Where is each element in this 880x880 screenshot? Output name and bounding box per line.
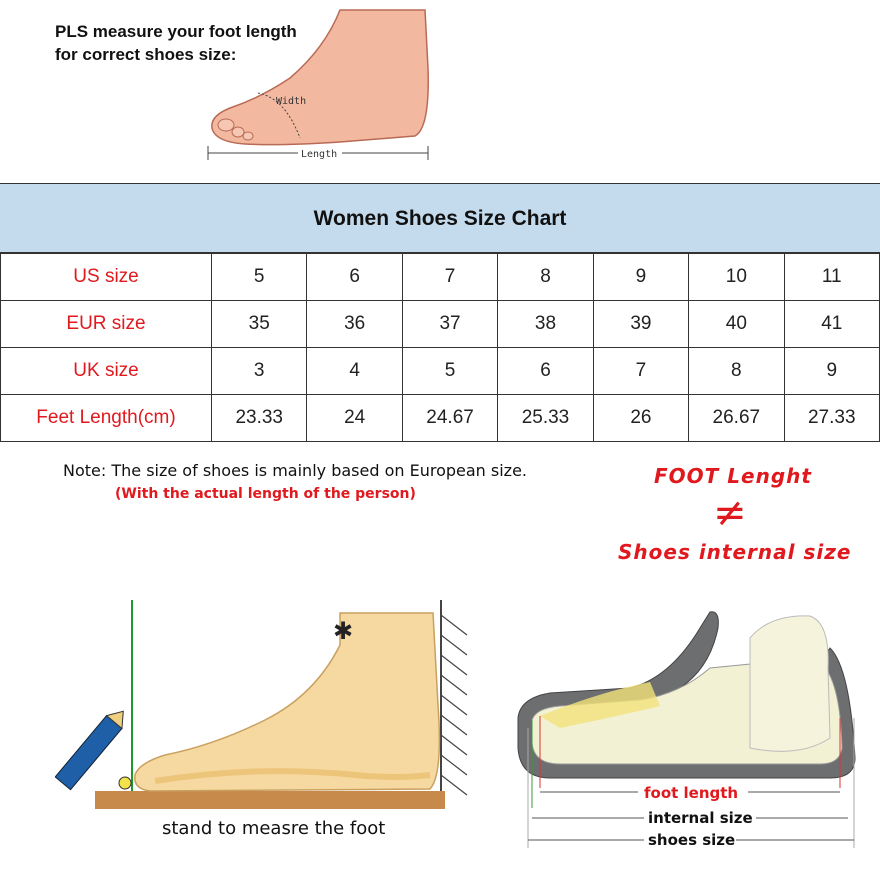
row-label: UK size — [1, 348, 212, 395]
chart-title: Women Shoes Size Chart — [313, 207, 567, 230]
table-cell: 26 — [593, 395, 688, 442]
note-text: Note: The size of shoes is mainly based on European size. — [63, 461, 527, 480]
not-equal-icon: ≠ — [713, 490, 747, 536]
toe — [218, 119, 234, 131]
size-table-body — [1, 254, 880, 442]
table-cell: 40 — [689, 301, 784, 348]
width-label: Width — [276, 96, 307, 107]
shoes-size-label: shoes size — [648, 831, 736, 849]
toe — [243, 132, 253, 140]
chart-header — [0, 183, 880, 253]
table-row — [1, 254, 880, 301]
internal-size-label: internal size — [648, 809, 753, 827]
table-cell: 5 — [402, 348, 497, 395]
table-cell: 25.33 — [498, 395, 593, 442]
foot-length-label: foot length — [644, 784, 739, 802]
foot-shape — [212, 10, 428, 145]
foot-in-shoe — [750, 616, 830, 751]
table-cell: 11 — [784, 254, 879, 301]
row-label: US size — [1, 254, 212, 301]
table-row — [1, 301, 880, 348]
table-cell: 36 — [307, 301, 402, 348]
table-cell: 8 — [498, 254, 593, 301]
foot-measure-illustration — [190, 8, 440, 176]
internal-size-heading: Shoes internal size — [618, 540, 852, 564]
table-cell: 10 — [689, 254, 784, 301]
foot-shape — [135, 613, 440, 791]
table-cell: 24.67 — [402, 395, 497, 442]
table-cell: 27.33 — [784, 395, 879, 442]
floor — [95, 791, 445, 809]
instruction-line-1: PLS measure your foot length — [55, 22, 297, 41]
table-cell: 39 — [593, 301, 688, 348]
length-label: Length — [301, 149, 338, 160]
table-row — [1, 395, 880, 442]
table-cell: 4 — [307, 348, 402, 395]
note-subtext: (With the actual length of the person) — [115, 486, 416, 502]
pencil-icon — [55, 705, 131, 790]
table-cell: 41 — [784, 301, 879, 348]
size-table — [0, 253, 880, 442]
table-cell: 9 — [593, 254, 688, 301]
table-cell: 6 — [498, 348, 593, 395]
row-label: Feet Length(cm) — [1, 395, 212, 442]
table-cell: 35 — [212, 301, 307, 348]
table-cell: 7 — [593, 348, 688, 395]
table-cell: 8 — [689, 348, 784, 395]
table-cell: 3 — [212, 348, 307, 395]
table-cell: 23.33 — [212, 395, 307, 442]
table-row — [1, 348, 880, 395]
table-cell: 9 — [784, 348, 879, 395]
row-label: EUR size — [1, 301, 212, 348]
shoe-section-illustration — [510, 608, 860, 858]
table-cell: 24 — [307, 395, 402, 442]
ankle-mark-icon: ✱ — [333, 617, 354, 645]
table-cell: 6 — [307, 254, 402, 301]
standing-foot-illustration — [55, 595, 475, 810]
table-cell: 37 — [402, 301, 497, 348]
foot-length-heading: FOOT Lenght — [654, 464, 812, 488]
table-cell: 5 — [212, 254, 307, 301]
toe — [232, 127, 244, 137]
table-cell: 38 — [498, 301, 593, 348]
left-caption: stand to measre the foot — [162, 818, 386, 839]
table-cell: 7 — [402, 254, 497, 301]
pencil-tip — [119, 777, 131, 789]
instruction-line-2: for correct shoes size: — [55, 45, 237, 64]
wall-hatch — [441, 615, 467, 795]
instruction-panel — [0, 0, 880, 183]
table-cell: 26.67 — [689, 395, 784, 442]
